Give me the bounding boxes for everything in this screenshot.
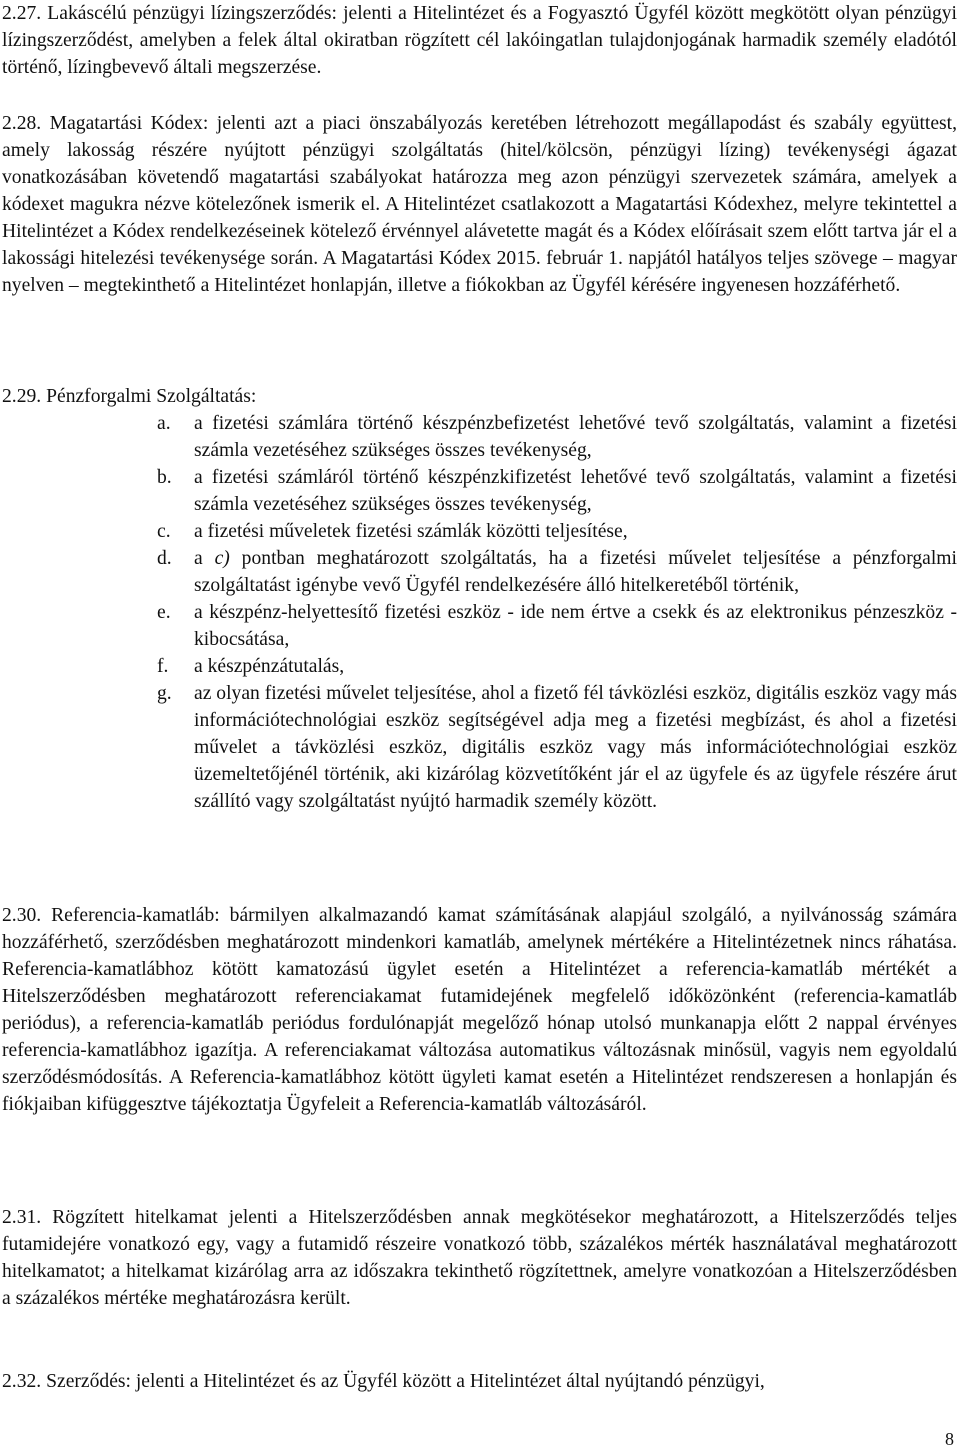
section-number: 2.30. (2, 905, 42, 926)
section-text: Pénzforgalmi Szolgáltatás: (46, 386, 257, 407)
section-number: 2.28. (2, 113, 42, 134)
section-2-32 (2, 1368, 957, 1395)
list-item-text-emphasis: c) (214, 548, 230, 569)
section-text: Rögzített hitelkamat jelenti a Hitelszerződésben annak megkötésekor meghatározott, a Hitelszerződés teljes futamidejére vonatkozó egy, vagy a futamidő részeire vonatkozó több, százalékos mérték használatával meghatározott hitelkamatot; a hitelkamat kizárólag arra az időszakra tekinthető rögzítettnek, amelyre vonatkozóan a Hitelszerződésben a százalékos mértéke meghatározásra került. (2, 1207, 957, 1309)
list-item (157, 464, 957, 518)
section-text: Magatartási Kódex: jelenti azt a piaci önszabályozás keretében létrehozott megállapodást és szabály együttest, amely lakosság részére nyújtott pénzügyi szolgáltatás (hitel/kölcsön, pénzügyi lízing) tevékenységi ágazat vonatkozásában követendő magatartási szabályokat határozza meg azon pénzügyi szervezetek számára, amelyek a kódexet magukra nézve kötelezőnek ismerik el. A Hitelintézet csatlakozott a Magatartási Kódexhez, melyre tekintettel a Hitelintézet a Kódex rendelkezéseinek kötelező érvénnyel alávetette magát és a Kódex előírásait szem előtt tartva jár el a lakossági hitelezési tevékenysége során. A Magatartási Kódex 2015. február 1. napjától hatályos teljes szövege – magyar nyelven – megtekinthető a Hitelintézet honlapján, illetve a fiókokban az Ügyfél kérésére ingyenesen hozzáférhető. (2, 113, 957, 296)
section-number: 2.27. (2, 3, 42, 24)
list-item-text: a fizetési számláról történő készpénzkifizetést lehetővé tevő szolgáltatás, valamint a fizetési számla vezetéséhez szükséges összes tevékenység, (194, 467, 957, 515)
list-item-text-pre: a (194, 548, 215, 569)
section-2-27 (2, 0, 957, 81)
list-item-text: az olyan fizetési művelet teljesítése, ahol a fizető fél távközlési eszköz, digitális eszköz vagy más információtechnológiai eszköz segítségével adja meg a fizetési megbízást, és ahol a fizetési művelet a távközlési eszköz, digitális eszköz vagy más információtechnológiai eszköz üzemeltetőjénél történik, aki kizárólag közvetítőként jár el az ügyfele és az ügyfele részére árut szállító vagy szolgáltatást nyújtó harmadik személy között. (194, 683, 957, 812)
list-marker: c. (157, 521, 171, 542)
list-marker: a. (157, 413, 171, 434)
section-2-28 (2, 110, 957, 299)
list-item (157, 653, 957, 680)
list-item (157, 518, 957, 545)
list-item-text-post: pontban meghatározott szolgáltatás, ha a fizetési művelet teljesítése a pénzforgalmi szolgáltatást igénybe vevő Ügyfél rendelkezésére álló hitelkeretéből történik, (194, 548, 957, 596)
section-text: Szerződés: jelenti a Hitelintézet és az Ügyfél között a Hitelintézet által nyújtandó pénzügyi, (46, 1371, 765, 1392)
section-text: Lakáscélú pénzügyi lízingszerződés: jelenti a Hitelintézet és a Fogyasztó Ügyfél között megkötött olyan pénzügyi lízingszerződést, amelyben a felek által okiratban rögzített cél lakóingatlan tulajdonjogának harmadik személy eladótól történő, lízingbevevő általi megszerzése. (2, 3, 957, 78)
list-item (157, 599, 957, 653)
page-number: 8 (945, 1429, 954, 1449)
section-number: 2.32. (2, 1371, 42, 1392)
list-marker: g. (157, 683, 172, 704)
section-2-30 (2, 902, 957, 1118)
section-number: 2.29. (2, 386, 42, 407)
list-item-text: a fizetési műveletek fizetési számlák közötti teljesítése, (194, 521, 628, 542)
section-2-29 (2, 383, 957, 410)
list-marker: f. (157, 656, 169, 677)
payment-services-list (157, 410, 957, 815)
list-marker: e. (157, 602, 171, 623)
list-marker: d. (157, 548, 172, 569)
list-item (157, 680, 957, 815)
list-item-text: a fizetési számlára történő készpénzbefizetést lehetővé tevő szolgáltatás, valamint a fizetési számla vezetéséhez szükséges összes tevékenység, (194, 413, 957, 461)
section-text: Referencia-kamatláb: bármilyen alkalmazandó kamat számításának alapjául szolgáló, a nyilvánosság számára hozzáférhető, szerződésben meghatározott mindenkori kamatláb, amelynek mértékére a Hitelintézetnek nincs ráhatása. Referencia-kamatlábhoz kötött kamatozású ügylet esetén a Hitelintézet a referencia-kamatláb mértékét a Hitelszerződésben meghatározott referenciakamat futamidejének megfelelő időközönként (referencia-kamatláb periódus), a referencia-kamatláb periódus fordulónapját megelőző hónap utolsó munkanapja előtt 2 nappal érvényes referencia-kamatlábhoz igazítja. A referenciakamat változása automatikus változásnak minősül, vagyis nem egyoldalú szerződésmódosítás. A Referencia-kamatlábhoz kötött ügyleti kamat esetén a Hitelintézet rendszeresen a honlapján és fiókjaiban kifüggesztve tájékoztatja Ügyfeleit a Referencia-kamatláb változásáról. (2, 905, 957, 1115)
list-item-text: a készpénzátutalás, (194, 656, 345, 677)
section-number: 2.31. (2, 1207, 42, 1228)
list-item (157, 545, 957, 599)
list-item (157, 410, 957, 464)
section-2-31 (2, 1204, 957, 1312)
list-item-text: a készpénz-helyettesítő fizetési eszköz - ide nem értve a csekk és az elektronikus pénzeszköz - kibocsátása, (194, 602, 957, 650)
list-marker: b. (157, 467, 172, 488)
